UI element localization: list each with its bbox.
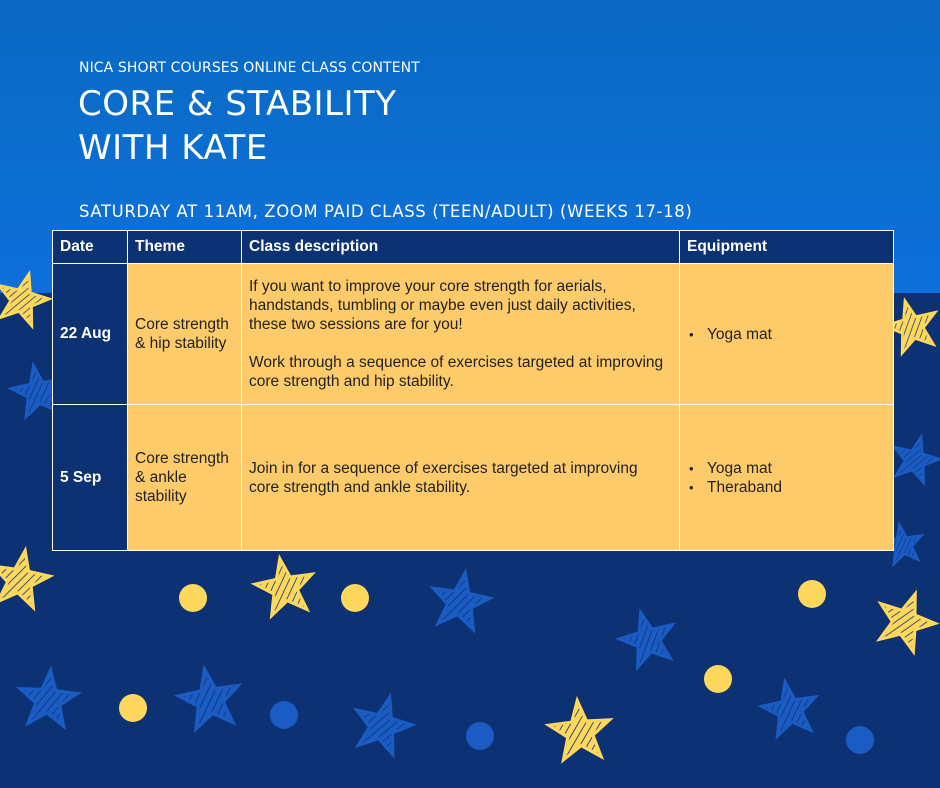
table-header-row	[53, 231, 894, 264]
equipment-cell	[680, 405, 894, 551]
dot-icon	[846, 726, 874, 754]
star-icon	[869, 584, 940, 656]
equipment-item-label: Theraband	[707, 478, 782, 496]
class-schedule-table	[52, 230, 894, 551]
description-paragraph: Work through a sequence of exercises targeted at improving core strength and hip stability.	[249, 354, 664, 390]
column-header-description: Class description	[242, 231, 680, 264]
bullet-icon: •	[689, 479, 694, 495]
page-title	[78, 82, 397, 170]
date-cell: 22 Aug	[53, 264, 128, 405]
dot-icon	[341, 584, 369, 612]
description-cell	[242, 405, 680, 551]
star-icon	[0, 545, 54, 609]
equipment-cell	[680, 264, 894, 405]
theme-text: Core strength & hip stability	[135, 316, 229, 352]
title-line-1: CORE & STABILITY	[78, 84, 397, 124]
star-icon	[251, 553, 318, 617]
description-paragraph: If you want to improve your core strength for aerials, handstands, tumbling or maybe even just daily activities, these two sessions are for you!	[249, 278, 636, 333]
course-subtitle: NICA SHORT COURSES ONLINE CLASS CONTENT	[79, 60, 420, 76]
star-icon	[614, 605, 681, 670]
column-header-theme: Theme	[128, 231, 242, 264]
theme-text: Core strength & ankle stability	[135, 450, 229, 505]
star-icon	[887, 431, 940, 486]
dot-icon	[270, 701, 298, 729]
star-icon	[175, 664, 245, 731]
star-icon	[758, 677, 821, 738]
theme-cell	[128, 405, 242, 551]
equipment-list	[687, 459, 886, 497]
table-row	[53, 264, 894, 405]
dot-icon	[704, 665, 732, 693]
column-header-date: Date	[53, 231, 128, 264]
equipment-item-label: Yoga mat	[707, 459, 772, 477]
equipment-list	[687, 325, 886, 344]
date-cell: 5 Sep	[53, 405, 128, 551]
description-cell	[242, 264, 680, 405]
star-icon	[547, 698, 613, 761]
equipment-item	[687, 325, 886, 344]
table-row	[53, 405, 894, 551]
dot-icon	[179, 584, 207, 612]
description-paragraph: Join in for a sequence of exercises targeted at improving core strength and ankle stability.	[249, 459, 638, 496]
title-line-2: WITH KATE	[78, 128, 268, 168]
equipment-item	[687, 459, 886, 478]
bullet-icon: •	[689, 460, 694, 476]
equipment-item	[687, 478, 886, 497]
star-icon	[348, 690, 418, 758]
theme-cell	[128, 264, 242, 405]
equipment-item-label: Yoga mat	[707, 325, 772, 343]
star-icon	[0, 267, 54, 328]
star-icon	[17, 668, 80, 728]
bullet-icon: •	[689, 326, 694, 342]
column-header-equipment: Equipment	[680, 231, 894, 264]
dot-icon	[798, 580, 826, 608]
dot-icon	[466, 722, 494, 750]
dot-icon	[119, 694, 147, 722]
star-icon	[427, 567, 494, 631]
session-info: SATURDAY AT 11AM, ZOOM PAID CLASS (TEEN/ADULT) (WEEKS 17-18)	[79, 202, 693, 221]
